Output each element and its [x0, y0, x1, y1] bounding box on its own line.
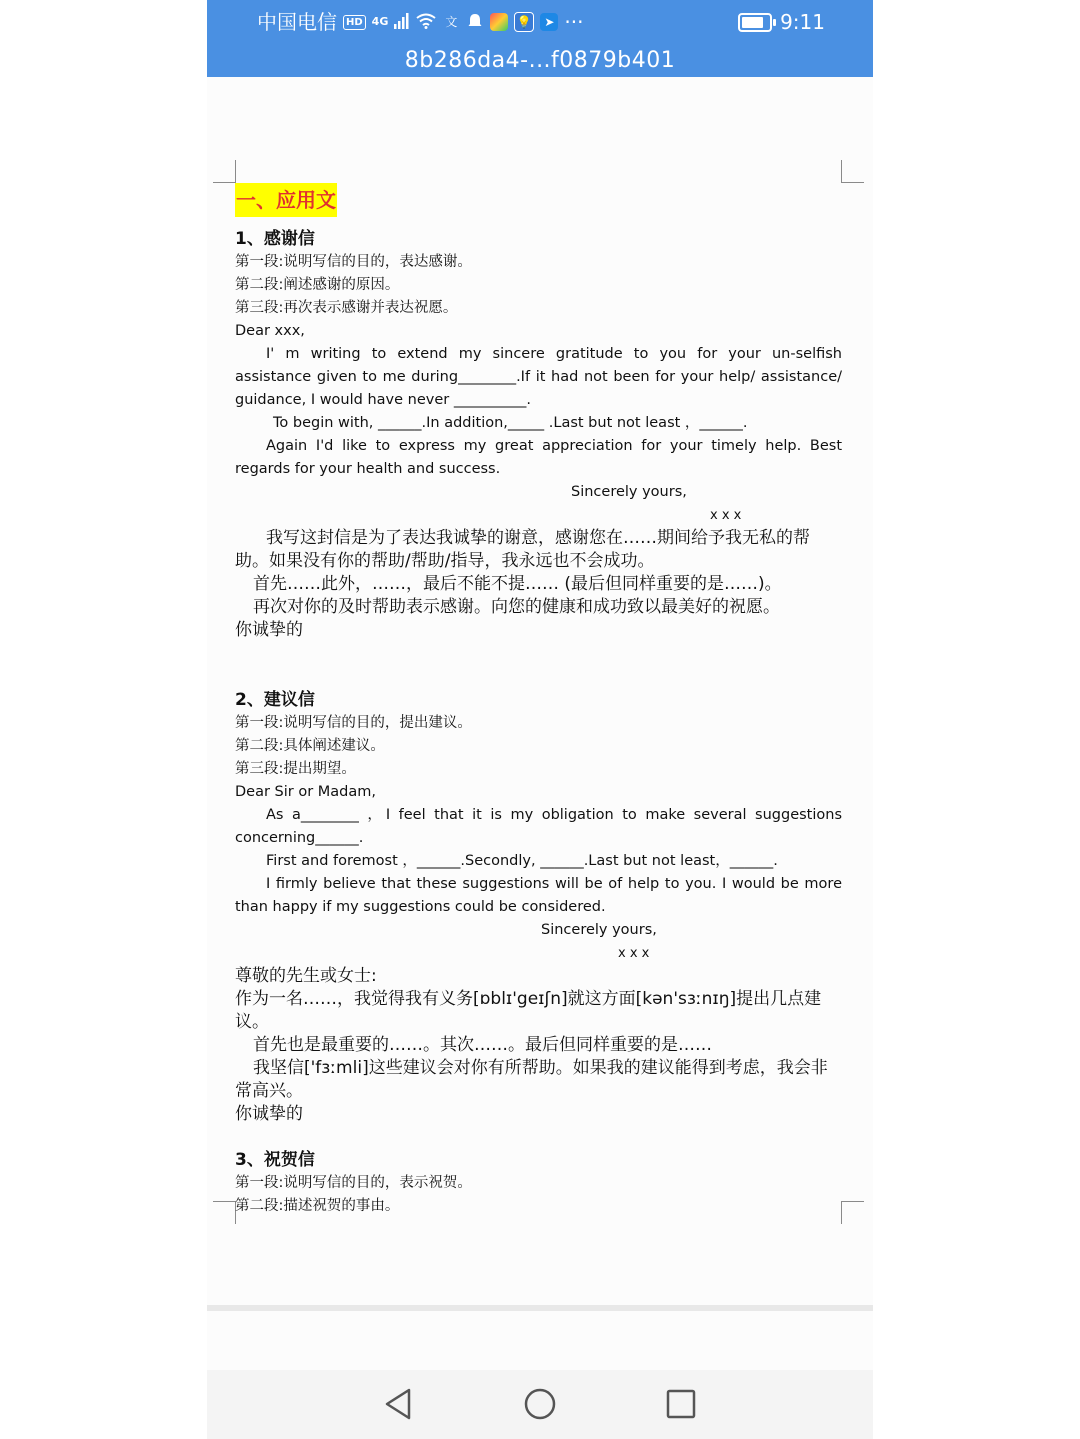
page-corner-mark [213, 160, 236, 183]
outline-item: 第一段:说明写信的目的，表示祝贺。 [235, 1175, 472, 1191]
outline-item: 第二段:阐述感谢的原因。 [235, 277, 400, 293]
back-triangle-icon [382, 1387, 414, 1421]
letter-greeting: Dear xxx, [235, 323, 305, 339]
letter-paragraph: I firmly believe that these suggestions will be of help to you. I would be more than happy if my suggestions could be considered. [235, 876, 842, 915]
outline-item: 第一段:说明写信的目的，表达感谢。 [235, 254, 472, 270]
section-title: 3、祝贺信 [235, 1150, 315, 1170]
network-label: 4G [371, 15, 389, 28]
main-heading: 一、应用文 [235, 183, 337, 217]
section-title: 2、建议信 [235, 690, 315, 710]
translation-paragraph: 首先也是最重要的……。其次……。最后但同样重要的是…… [253, 1035, 712, 1055]
page-divider [207, 1305, 873, 1311]
location-icon: ➤ [540, 13, 558, 31]
bulb-icon: 💡 [514, 12, 534, 32]
battery-level [742, 17, 763, 28]
app-icon [490, 13, 508, 31]
document-title: 8b286da4-...f0879b401 [404, 48, 676, 73]
translation-paragraph: 我坚信['fɜːmli]这些建议会对你有所帮助。如果我的建议能得到考虑，我会非常高兴。 [235, 1058, 828, 1101]
navigation-bar [207, 1370, 873, 1439]
home-button[interactable] [523, 1387, 557, 1425]
hd-icon: HD [343, 15, 366, 30]
translation-closing: 你诚挚的 [235, 620, 303, 640]
recents-square-icon [665, 1387, 697, 1421]
home-circle-icon [523, 1387, 557, 1421]
more-icon: ··· [564, 10, 584, 34]
translation-greeting: 尊敬的先生或女士: [235, 966, 377, 986]
phone-screen [207, 0, 873, 1439]
page-corner-mark [213, 1201, 236, 1224]
letter-paragraph: As a________ ，I feel that it is my obligation to make several suggestions concerning______. [235, 807, 842, 846]
status-bar-left [257, 8, 583, 36]
back-button[interactable] [382, 1387, 414, 1425]
outline-item: 第三段:提出期望。 [235, 761, 356, 777]
letter-paragraph: Again I'd like to express my great appreciation for your timely help. Best regards for your health and success. [235, 438, 842, 477]
translation-paragraph: 作为一名……，我觉得我有义务[ɒblɪ'geɪʃn]就这方面[kən'sɜːnɪŋ]提出几点建议。 [235, 989, 822, 1032]
status-bar-right [738, 8, 825, 36]
document-page[interactable] [235, 183, 842, 1218]
letter-paragraph: To begin with, ______.In addition,_____ .Last but not least ，______. [273, 415, 748, 431]
wifi-icon [416, 8, 436, 36]
battery-icon [738, 13, 772, 32]
translation-paragraph: 首先……此外，……，最后不能不提…… (最后但同样重要的是……)。 [253, 574, 782, 594]
title-bar [207, 0, 873, 77]
letter-paragraph: First and foremost ，______.Secondly, ______.Last but not least，______. [266, 853, 778, 869]
outline-item: 第一段:说明写信的目的，提出建议。 [235, 715, 472, 731]
page-corner-mark [841, 1201, 864, 1224]
translation-paragraph: 再次对你的及时帮助表示感谢。向您的健康和成功致以最美好的祝愿。 [253, 597, 780, 617]
page-corner-mark [841, 160, 864, 183]
carrier-label: 中国电信 [257, 10, 337, 34]
letter-greeting: Dear Sir or Madam, [235, 784, 377, 800]
outline-item: 第二段:具体阐述建议。 [235, 738, 385, 754]
signal-icon [394, 8, 410, 36]
outline-item: 第三段:再次表示感谢并表达祝愿。 [235, 300, 458, 316]
letter-closing: Sincerely yours, [571, 484, 687, 500]
letter-paragraph: I' m writing to extend my sincere gratitude to you for your un-selfish assistance given to me during________.If it had not been for your help/ assistance/ guidance, I would have never __________. [235, 346, 842, 408]
notification-icon [466, 13, 484, 31]
translation-closing: 你诚挚的 [235, 1104, 303, 1124]
clock-label: 9:11 [780, 10, 825, 34]
letter-signature: x x x [618, 946, 650, 961]
outline-item: 第二段:描述祝贺的事由。 [235, 1198, 400, 1214]
section-title: 1、感谢信 [235, 229, 315, 249]
recents-button[interactable] [665, 1387, 697, 1425]
translation-paragraph: 我写这封信是为了表达我诚挚的谢意，感谢您在……期间给予我无私的帮助。如果没有你的帮助/帮助/指导，我永远也不会成功。 [235, 528, 810, 571]
letter-closing: Sincerely yours, [541, 922, 657, 938]
letter-signature: x x x [710, 508, 742, 523]
translate-icon: 文 [445, 15, 458, 29]
